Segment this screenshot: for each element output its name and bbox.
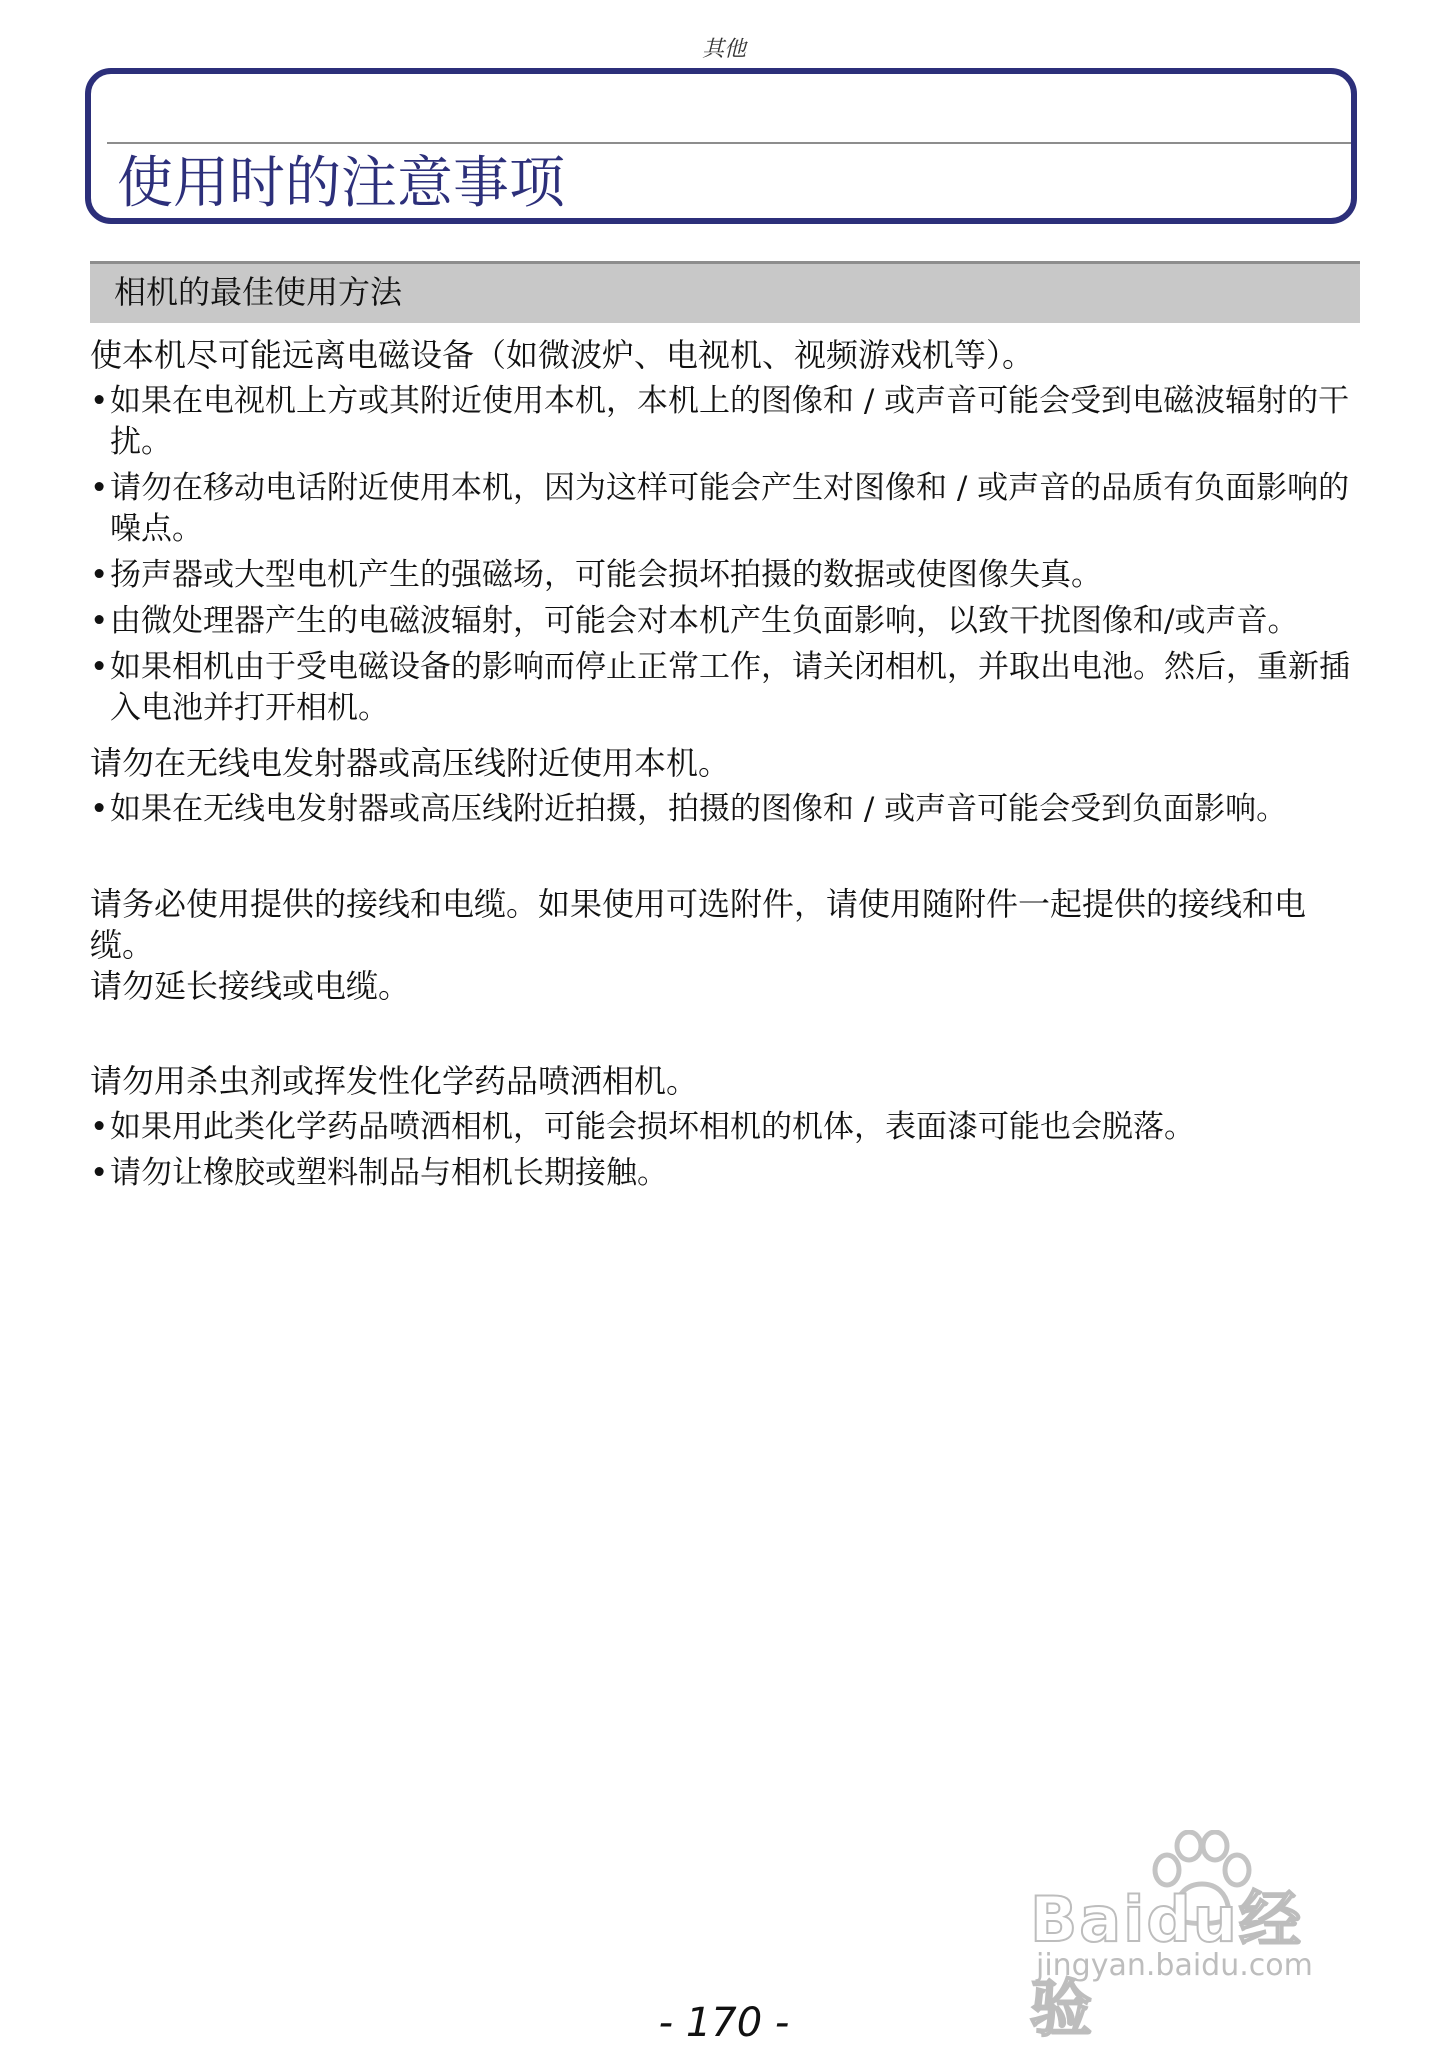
bullet-item: • 请勿在移动电话附近使用本机，因为这样可能会产生对图像和 / 或声音的品质有负面影响的噪点。 <box>90 468 1360 550</box>
block-chemicals <box>90 1061 1360 1194</box>
block-heading: 请务必使用提供的接线和电缆。如果使用可选附件，请使用随附件一起提供的接线和电缆。 <box>90 885 1307 964</box>
watermark-brand: Baidu经验 <box>1030 1883 1303 2045</box>
block-heading: 请勿用杀虫剂或挥发性化学药品喷洒相机。 <box>90 1062 699 1100</box>
bullet-item: • 如果用此类化学药品喷洒相机，可能会损坏相机的机体，表面漆可能也会脱落。 <box>90 1107 1360 1148</box>
content-body <box>90 335 1360 1194</box>
page-title: 使用时的注意事项 <box>117 151 565 216</box>
bullet-item: • 扬声器或大型电机产生的强磁场，可能会损坏拍摄的数据或使图像失真。 <box>90 555 1360 596</box>
baidu-watermark <box>1030 1830 1360 2045</box>
watermark-url: jingyan.baidu.com <box>1036 1948 1313 1983</box>
page-title-box <box>85 68 1357 224</box>
bullet-list <box>90 1107 1360 1194</box>
bullet-item: • 由微处理器产生的电磁波辐射，可能会对本机产生负面影响，以致干扰图像和/或声音。 <box>90 601 1360 642</box>
title-divider <box>107 142 1351 144</box>
bullet-item: • 如果在电视机上方或其附近使用本机，本机上的图像和 / 或声音可能会受到电磁波辐射的干扰。 <box>90 381 1360 463</box>
block-radio-transmitter <box>90 743 1360 830</box>
bullet-item: • 如果相机由于受电磁设备的影响而停止正常工作，请关闭相机，并取出电池。然后，重新插入电池并打开相机。 <box>90 647 1360 729</box>
bullet-list <box>90 789 1360 830</box>
running-head: 其他 <box>701 37 746 62</box>
block-electromagnetic <box>90 335 1360 729</box>
page-number: - 170 - <box>658 2000 790 2046</box>
block-heading-2: 请勿延长接线或电缆。 <box>90 967 411 1005</box>
block-heading: 使本机尽可能远离电磁设备（如微波炉、电视机、视频游戏机等）。 <box>90 336 1035 374</box>
bullet-item: • 如果在无线电发射器或高压线附近拍摄，拍摄的图像和 / 或声音可能会受到负面影响。 <box>90 789 1360 830</box>
section-title: 相机的最佳使用方法 <box>90 261 1360 323</box>
block-cables <box>90 884 1360 1007</box>
block-heading: 请勿在无线电发射器或高压线附近使用本机。 <box>90 744 731 782</box>
bullet-list <box>90 381 1360 729</box>
bullet-item: • 请勿让橡胶或塑料制品与相机长期接触。 <box>90 1153 1360 1194</box>
